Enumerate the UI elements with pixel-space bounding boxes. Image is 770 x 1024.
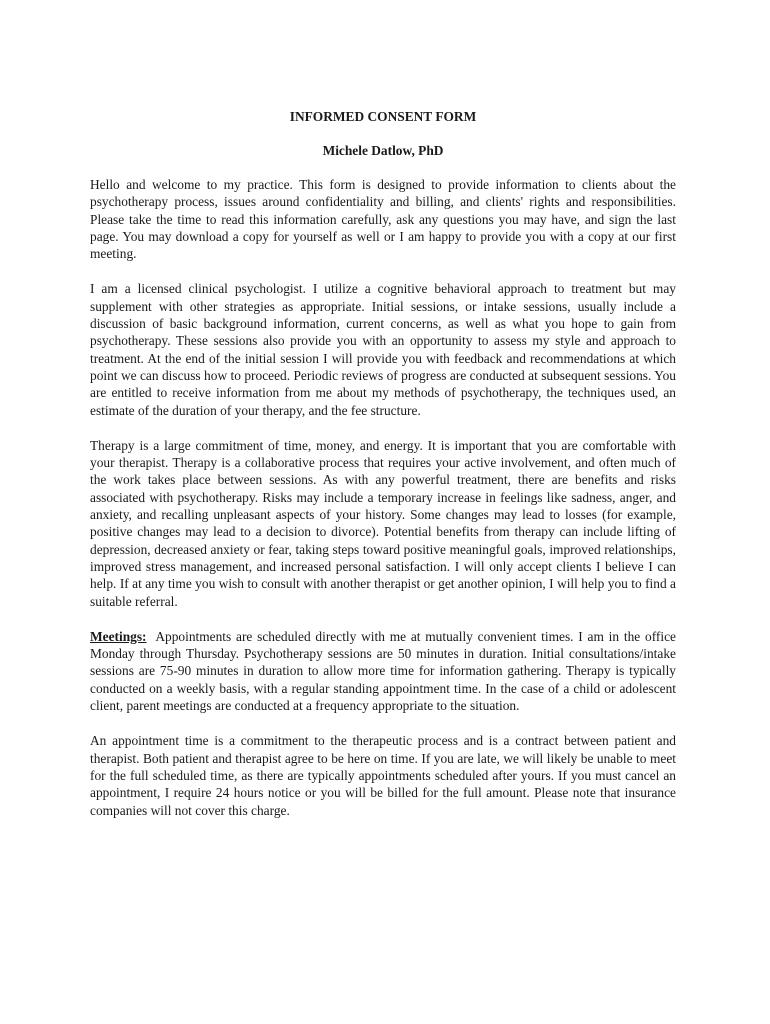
document-author: Michele Datlow, PhD (322, 143, 444, 158)
document-title: INFORMED CONSENT FORM (289, 109, 477, 124)
paragraph-meetings (90, 628, 676, 714)
meetings-text: Appointments are scheduled directly with me at mutually convenient times. I am in the office Monday through Thursday. Psychotherapy sessions are 50 minutes in duration. Initial consultations/intake sessions are 75-90 minutes in duration to allow more time for information gathering. Therapy is typically conducted on a weekly basis, with a regular standing appointment time. In the case of a child or adolescent client, parent meetings are conducted at a frequency appropriate to the situation. (90, 628, 676, 714)
paragraph-about: I am a licensed clinical psychologist. I utilize a cognitive behavioral approach to treatment but may supplement with other strategies as appropriate. Initial sessions, or intake sessions, usually include a discussion of basic background information, current concerns, as well as what you hope to gain from psychotherapy. These sessions also provide you with an opportunity to assess my style and approach to treatment. At the end of the initial session I will provide you with feedback and recommendations at which point we can discuss how to proceed. Periodic reviews of progress are conducted at subsequent sessions. You are entitled to receive information from me about my methods of psychotherapy, the techniques used, an estimate of the duration of your therapy, and the fee structure. (90, 281, 676, 418)
paragraph-therapy: Therapy is a large commitment of time, money, and energy. It is important that you are comfortable with your therapist. Therapy is a collaborative process that requires your active involvement, and often much of the work takes place between sessions. As with any powerful treatment, there are benefits and risks associated with psychotherapy. Risks may include a temporary increase in feelings like sadness, anger, and anxiety, and recalling unpleasant aspects of your history. Some changes may lead to losses (for example, positive changes may lead to a decision to divorce). Potential benefits from therapy can include lifting of depression, decreased anxiety or fear, taking steps toward positive meaningful goals, improved relationships, improved stress management, and increased personal satisfaction. I will only accept clients I believe I can help. If at any time you wish to consult with another therapist or get another opinion, I will help you to find a suitable referral. (90, 437, 676, 609)
meetings-heading: Meetings: (90, 628, 147, 644)
document-page (90, 108, 676, 819)
paragraph-welcome: Hello and welcome to my practice. This form is designed to provide information to clients about the psychotherapy process, issues around confidentiality and billing, and clients' rights and responsibilities. Please take the time to read this information carefully, ask any questions you may have, and sign the last page. You may download a copy for yourself as well or I am happy to provide you with a copy at our first meeting. (90, 177, 676, 262)
paragraph-appointment: An appointment time is a commitment to the therapeutic process and is a contract between patient and therapist. Both patient and therapist agree to be here on time. If you are late, we will likely be unable to meet for the full scheduled time, as there are typically appointments scheduled after yours. If you must cancel an appointment, I require 24 hours notice or you will be billed for the full amount. Please note that insurance companies will not cover this charge. (90, 733, 676, 818)
